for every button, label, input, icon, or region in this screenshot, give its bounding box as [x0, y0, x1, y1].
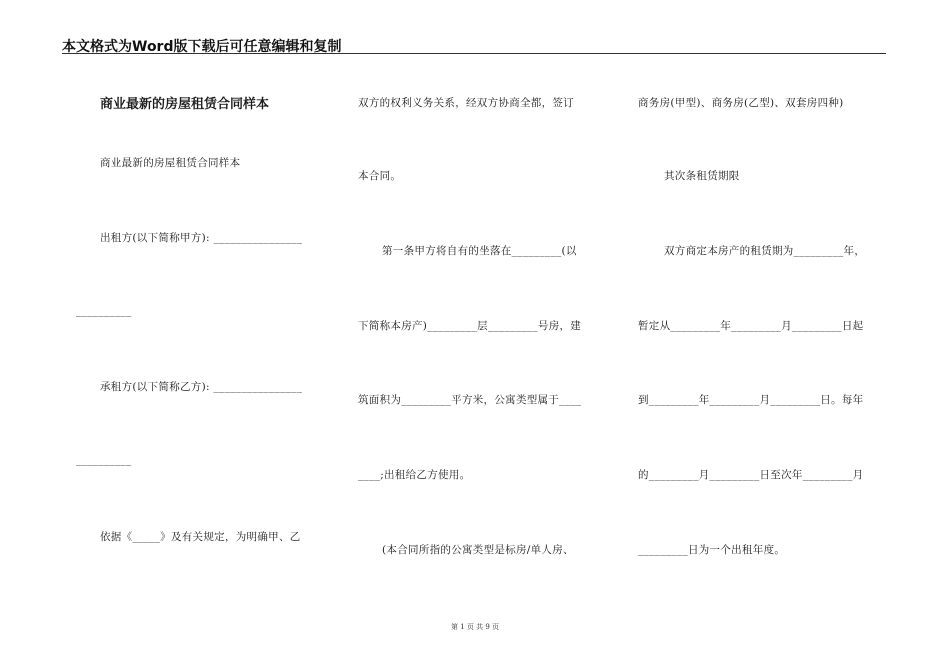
col1-line-2: 出租方(以下简称甲方): ________________: [100, 232, 303, 244]
col2-line-2: 本合同。: [358, 170, 402, 182]
header-divider: [62, 53, 886, 54]
col3-line-1: 商务房(甲型)、商务房(乙型)、双套房四种): [638, 97, 844, 109]
col2-line-7: (本合同所指的公寓类型是标房/单人房、: [382, 544, 574, 556]
col3-line-4: 暂定从_________年_________月_________日起: [638, 320, 864, 332]
col2-line-1: 双方的权利义务关系，经双方协商全都，签订: [358, 97, 574, 109]
document-header: 本文格式为Word版下载后可任意编辑和复制: [62, 39, 342, 55]
col1-line-5: __________: [76, 454, 132, 466]
col2-line-3: 第一条甲方将自有的坐落在_________(以: [382, 245, 577, 257]
col1-line-3: __________: [76, 305, 132, 317]
col1-line-1: 商业最新的房屋租赁合同样本: [100, 157, 241, 169]
col3-line-6: 的_________月_________日至次年_________月: [638, 469, 864, 481]
page-footer: 第 1 页 共 9 页: [450, 623, 500, 631]
col2-line-5: 筑面积为_________平方米，公寓类型属于____: [358, 394, 582, 406]
col3-line-2: 其次条租赁期限: [664, 170, 740, 182]
col3-line-3: 双方商定本房产的租赁期为_________年，: [664, 245, 866, 257]
col2-line-4: 下简称本房产)_________层_________号房，建: [358, 320, 582, 332]
col3-line-7: _________日为一个出租年度。: [638, 544, 786, 556]
document-title: 商业最新的房屋租赁合同样本: [100, 97, 270, 112]
col1-line-6: 依据《_____》及有关规定，为明确甲、乙: [100, 531, 301, 543]
col2-line-6: ____;出租给乙方使用。: [358, 469, 471, 481]
col3-line-5: 到_________年_________月_________日。每年: [638, 394, 864, 406]
col1-line-4: 承租方(以下简称乙方): ________________: [100, 381, 303, 393]
